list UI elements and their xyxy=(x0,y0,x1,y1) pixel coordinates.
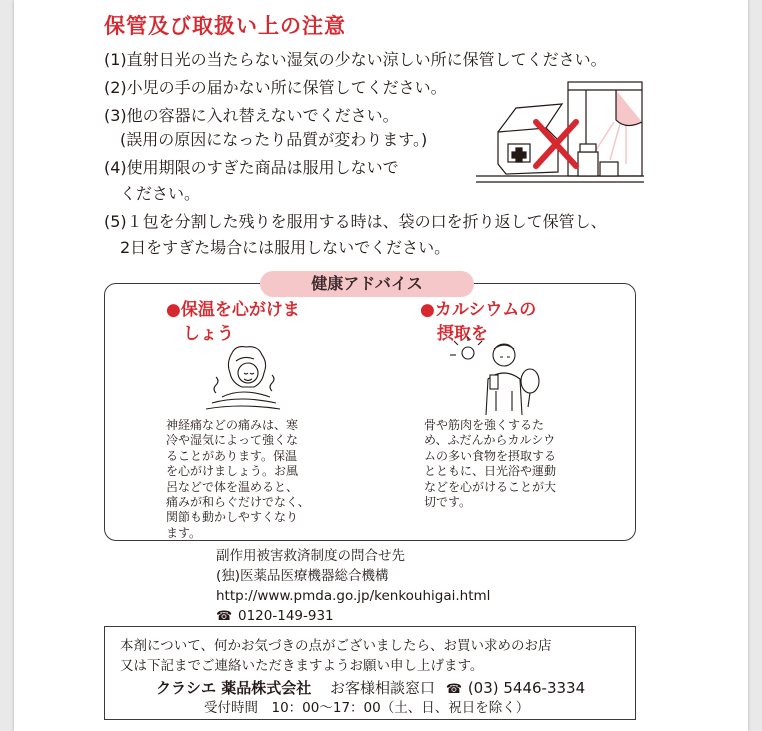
notice-line: 本剤について、何かお気づきの点がございましたら、お買い求めのお店 xyxy=(120,638,552,654)
relief-contact-phone: 0120-149-931 xyxy=(238,608,334,624)
notice-line: 又は下記までご連絡いただきますようお願い申し上げます。 xyxy=(120,658,484,674)
advice-warmth-text: 関節も動かしやすくなり xyxy=(166,510,299,525)
advice-calcium-heading: 摂取を xyxy=(420,324,488,344)
advice-calcium-text: 骨や筋肉を強くするた xyxy=(424,418,545,432)
advice-warmth-heading: しょう xyxy=(166,324,234,344)
precaution-line: (誤用の原因になったり品質が変わります。) xyxy=(104,130,428,149)
precaution-line: (5)１包を分割した残りを服用する時は、袋の口を折り返して保管し、 xyxy=(104,212,607,231)
advice-warmth-text: 痛みが和らぐだけでなく、 xyxy=(166,495,310,509)
precaution-line: ください。 xyxy=(104,184,201,203)
advice-warmth-text: ることがあります。保温 xyxy=(166,448,298,463)
customer-desk-phone: (03) 5446-3334 xyxy=(467,679,586,697)
company-name: クラシエ 薬品株式会社 xyxy=(156,679,312,697)
advice-calcium-text: ムの多い食物を摂取する xyxy=(424,448,557,463)
precaution-line: (3)他の容器に入れ替えないでください。 xyxy=(104,106,399,125)
advice-calcium-text: め、ふだんからカルシウ xyxy=(424,433,556,448)
advice-warmth-text: 神経痛などの痛みは、寒 xyxy=(166,418,299,432)
customer-desk-label: お客様相談窓口 xyxy=(330,679,436,697)
advice-warmth-heading: ●保温を心がけま xyxy=(166,300,300,320)
precaution-line: (4)使用期限のすぎた商品は服用しないで xyxy=(104,158,399,177)
relief-contact-title: 副作用被害救済制度の問合せ先 xyxy=(216,548,405,564)
phone-icon: ☎ xyxy=(445,682,463,697)
relief-contact-url[interactable]: http://www.pmda.go.jp/kenkouhigai.html xyxy=(216,588,491,604)
advice-calcium-text: 切です。 xyxy=(424,495,472,509)
calcium-person-illustration xyxy=(446,337,546,417)
advice-calcium-heading: ●カルシウムの xyxy=(420,300,537,320)
bathing-person-illustration xyxy=(192,343,288,419)
advice-warmth-text: ます。 xyxy=(166,525,202,540)
precaution-line: 2日をすぎた場合には服用しないでください。 xyxy=(104,238,451,257)
reception-hours: 受付時間 10：00〜17：00（土、日、祝日を除く） xyxy=(204,700,530,716)
advice-calcium-text: とともに、日光浴や運動 xyxy=(424,464,557,479)
storage-illustration xyxy=(476,80,644,192)
relief-contact-phone-row xyxy=(216,606,334,627)
section-title: 保管及び取扱い上の注意 xyxy=(104,14,346,38)
advice-warmth-text: 冷や湿気によって強くな xyxy=(166,433,299,448)
phone-icon: ☎ xyxy=(216,609,233,624)
advice-calcium-text: などを心がけることが大 xyxy=(424,479,557,494)
precaution-line: (1)直射日光の当たらない湿気の少ない涼しい所に保管してください。 xyxy=(104,50,607,69)
relief-contact-org: (独)医薬品医療機器総合機構 xyxy=(216,568,389,584)
notice-contact-row xyxy=(156,678,585,700)
advice-warmth-text: 呂などで体を温めると、 xyxy=(166,479,299,494)
health-advice-tab: 健康アドバイス xyxy=(260,271,474,297)
precaution-line: (2)小児の手の届かない所に保管してください。 xyxy=(104,78,447,97)
advice-warmth-text: を心がけましょう。お風 xyxy=(166,464,299,479)
